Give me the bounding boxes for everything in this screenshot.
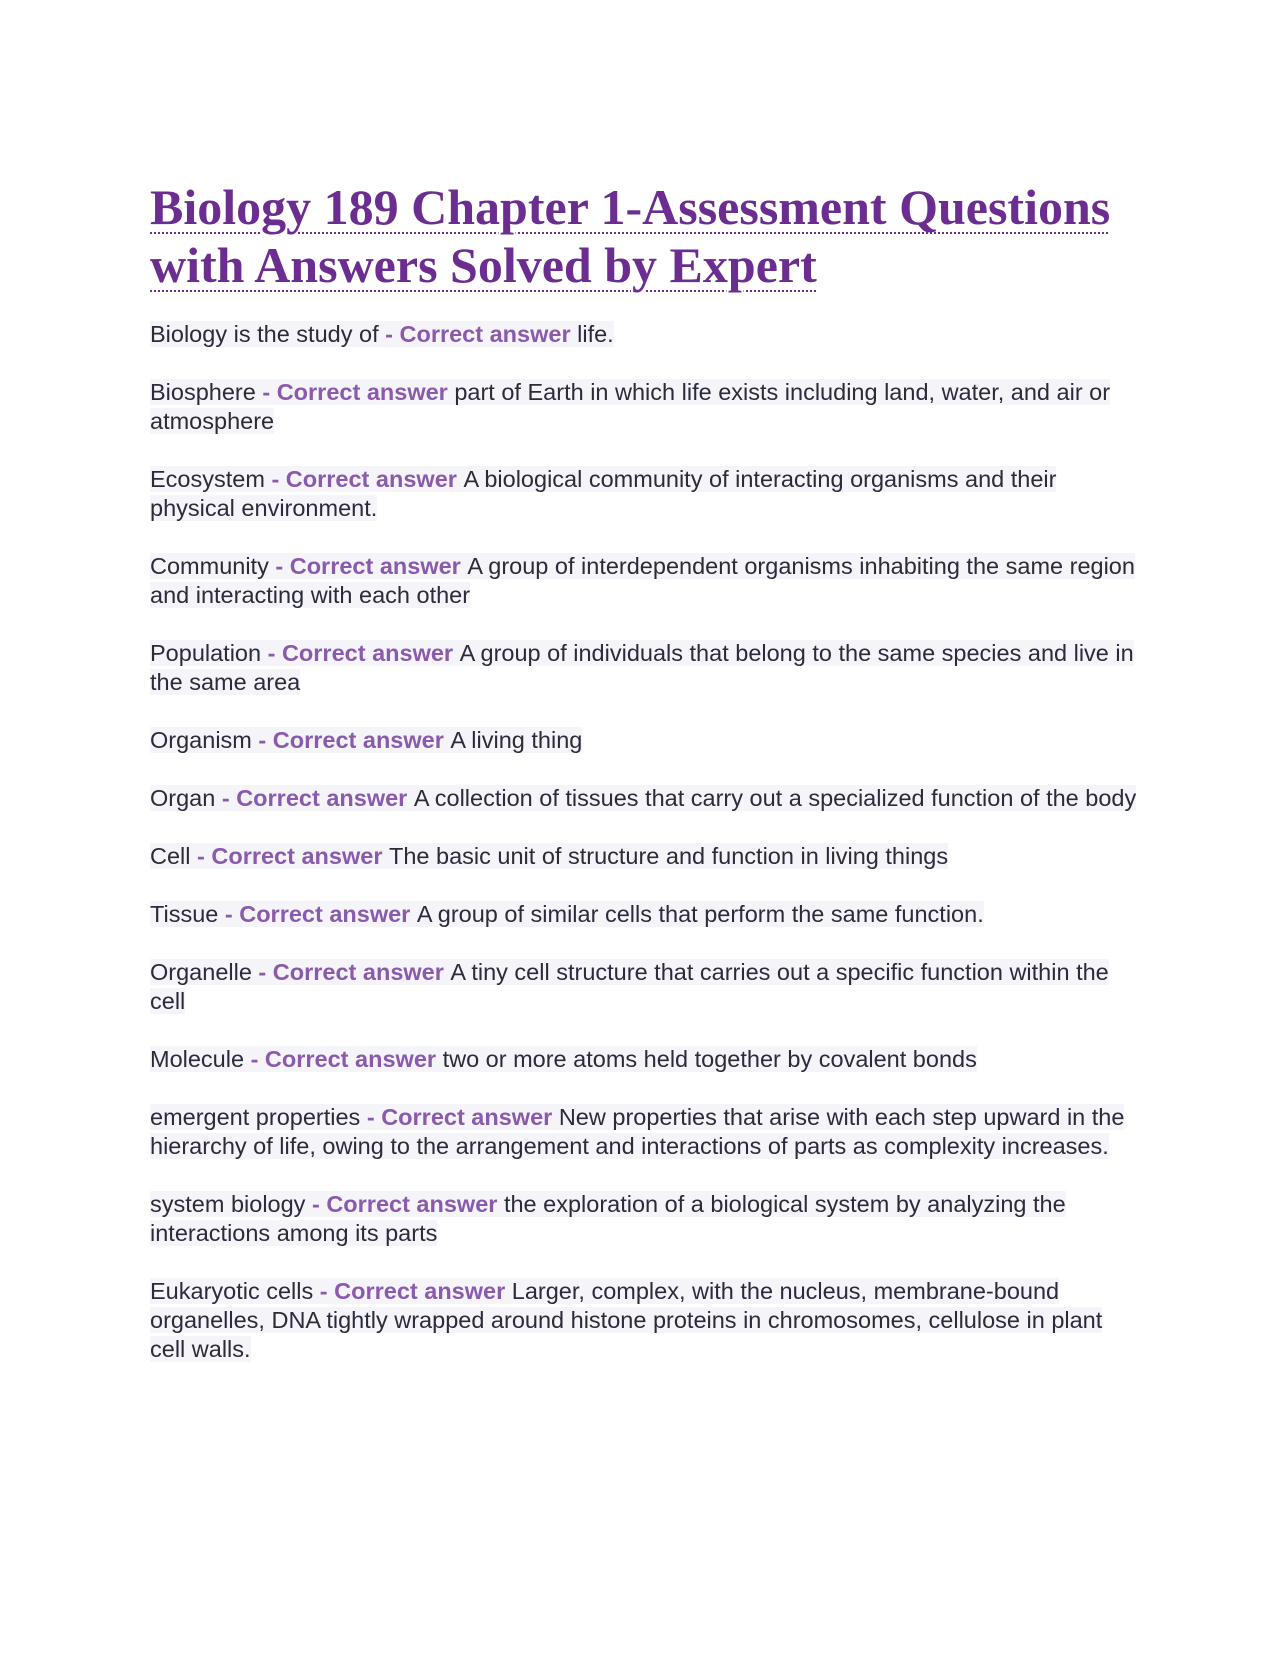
qa-term: Tissue [150, 901, 219, 927]
correct-answer-marker: - Correct answer [305, 1191, 504, 1217]
correct-answer-marker: - Correct answer [264, 466, 464, 492]
qa-answer: A living thing [450, 727, 583, 753]
qa-answer: A biological community of interacting organisms and their physical environment. [150, 466, 1057, 521]
qa-term: Eukaryotic cells [150, 1278, 314, 1304]
qa-answer: A group of similar cells that perform the same function. [416, 901, 984, 927]
qa-answer: A group of individuals that belong to the same species and live in the same area [150, 640, 1134, 695]
qa-term: Organ [150, 785, 216, 811]
correct-answer-marker: - Correct answer [251, 959, 451, 985]
qa-item [150, 726, 1140, 755]
qa-answer: A collection of tissues that carry out a specialized function of the body [413, 785, 1137, 811]
qa-term: Organism [150, 727, 252, 753]
qa-item [150, 1190, 1140, 1248]
qa-term: Organelle [150, 959, 252, 985]
correct-answer-marker: - Correct answer [360, 1104, 559, 1130]
qa-answer: A tiny cell structure that carries out a specific function within the cell [150, 959, 1109, 1014]
document-title[interactable]: Biology 189 Chapter 1-Assessment Questions with Answers Solved by Expert [150, 179, 1111, 293]
qa-term: emergent properties [150, 1104, 361, 1130]
qa-term: system biology [150, 1191, 306, 1217]
qa-item [150, 465, 1140, 523]
qa-item [150, 639, 1140, 697]
qa-item [150, 320, 1140, 349]
qa-list [150, 320, 1140, 1364]
document-page [150, 178, 1140, 1393]
correct-answer-marker: - Correct answer [313, 1278, 512, 1304]
correct-answer-marker: - Correct answer [251, 727, 451, 753]
qa-item [150, 900, 1140, 929]
correct-answer-marker: - Correct answer [255, 379, 455, 405]
qa-term: Population [150, 640, 262, 666]
qa-term: Ecosystem [150, 466, 265, 492]
correct-answer-marker: - Correct answer [268, 553, 468, 579]
correct-answer-marker: - Correct answer [190, 843, 389, 869]
qa-term: Molecule [150, 1046, 245, 1072]
correct-answer-marker: - Correct answer [261, 640, 460, 666]
correct-answer-marker: - Correct answer [244, 1046, 443, 1072]
qa-term: Community [150, 553, 269, 579]
qa-answer: part of Earth in which life exists including land, water, and air or atmosphere [150, 379, 1111, 434]
qa-term: Biosphere [150, 379, 256, 405]
correct-answer-marker: - Correct answer [218, 901, 417, 927]
qa-answer: The basic unit of structure and function in living things [389, 843, 949, 869]
qa-term: Cell [150, 843, 191, 869]
qa-term: Biology is the study of [150, 321, 379, 347]
correct-answer-marker: - Correct answer [378, 321, 578, 347]
qa-answer: life. [577, 321, 614, 347]
qa-answer: the exploration of a biological system by analyzing the interactions among its parts [150, 1191, 1066, 1246]
qa-answer: A group of interdependent organisms inhabiting the same region and interacting with each other [150, 553, 1135, 608]
qa-answer: New properties that arise with each step upward in the hierarchy of life, owing to the arrangement and interactions of parts as complexity increases. [150, 1104, 1125, 1159]
qa-answer: two or more atoms held together by covalent bonds [442, 1046, 977, 1072]
qa-item [150, 378, 1140, 436]
qa-answer: Larger, complex, with the nucleus, membrane-bound organelles, DNA tightly wrapped around histone proteins in chromosomes, cellulose in plant cell walls. [150, 1278, 1103, 1362]
qa-item [150, 1103, 1140, 1161]
qa-item [150, 1277, 1140, 1364]
qa-item [150, 958, 1140, 1016]
qa-item [150, 842, 1140, 871]
qa-item [150, 784, 1140, 813]
qa-item [150, 552, 1140, 610]
qa-item [150, 1045, 1140, 1074]
correct-answer-marker: - Correct answer [215, 785, 414, 811]
